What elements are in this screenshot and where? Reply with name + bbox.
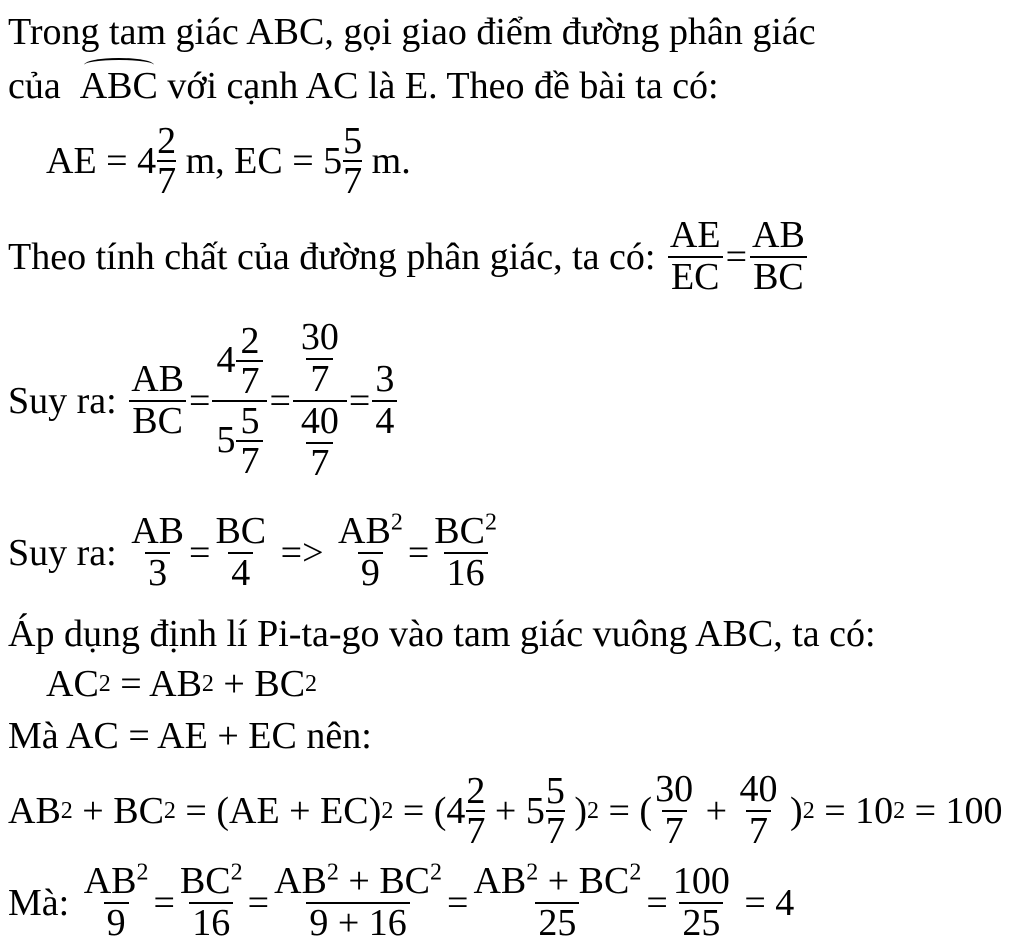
final-f3-ab: AB [274, 860, 327, 902]
calc-frac-3 [652, 770, 696, 852]
calc-d4: 7 [746, 810, 771, 852]
three-den: 3 [145, 552, 170, 594]
ec-unit: m. [362, 140, 411, 182]
final-frac-3 [271, 859, 445, 944]
ae-frac-num: 2 [157, 120, 177, 162]
ec-frac-num: 5 [343, 120, 363, 162]
ratio-ab-bc [749, 216, 808, 298]
final-f1-num [81, 859, 152, 902]
final-f1-exp: 2 [136, 859, 149, 886]
mid-bot-num: 40 [300, 399, 339, 442]
final-f3-bc-exp: 2 [430, 859, 443, 886]
sixteen-den: 16 [444, 552, 488, 594]
ratio-bc: BC [750, 256, 807, 298]
ab2-exp: 2 [390, 509, 403, 536]
calc-frac-4 [737, 770, 781, 852]
bc2-exp: 2 [484, 509, 497, 536]
eq-6: = [153, 881, 175, 924]
calc-frac-1 [465, 769, 486, 852]
ab-over-3 [128, 512, 187, 594]
property-text: Theo tính chất của đường phân giác, ta có: [8, 235, 665, 278]
ab2-base: AB [338, 510, 391, 552]
calc-n1: 2 [466, 769, 486, 812]
bc-over-4 [212, 512, 269, 594]
final-f4-bc-exp: 2 [629, 859, 642, 886]
final-f5-num: 100 [672, 860, 730, 902]
calc-plus-2: + [696, 789, 737, 832]
pythagoras-sentence: Áp dụng định lí Pi-ta-go vào tam giác vuông ABC, ta có: [8, 613, 876, 655]
ratio-ae: AE [669, 214, 721, 256]
eq-2: = [269, 379, 291, 422]
calc-bc: + BC [72, 789, 164, 832]
pythagoras-formula: AC 2 = AB 2 + BC 2 [46, 663, 318, 705]
ratio-num: AB [131, 357, 185, 400]
bisector-property [8, 216, 810, 298]
calc-n3: 30 [655, 768, 694, 810]
sum-line [8, 714, 372, 758]
intro-prefix: của [8, 65, 80, 107]
final-frac-1 [81, 859, 152, 944]
final-f2-num [177, 859, 246, 902]
calc-ab: AB [8, 789, 61, 832]
eq-ab: = AB [110, 663, 202, 705]
implies-arrow: => [271, 531, 334, 574]
ratio-ec: EC [668, 256, 723, 298]
bc2-base: BC [434, 510, 485, 552]
ratio-ab-bc-2 [128, 357, 187, 442]
calc-n4: 40 [739, 768, 778, 810]
ratio-label: Suy ra: [8, 379, 127, 422]
squares-label: Suy ra: [8, 531, 127, 574]
eq-5: = [407, 531, 430, 574]
ae-unit: m, EC = 5 [176, 140, 343, 182]
calc-line: AB 2 + BC 2 = (AE + EC) 2 = (4 $\frac{2}{7}$ + 5 $\frac{5}{7}$ ) 2 = ( $\frac{30}{7}$ + $\frac{40}{7}$ ) 2 = 10 2 = 100 [8, 768, 1003, 852]
eq-7: = [247, 881, 270, 924]
ratio-ae-ec [667, 216, 724, 298]
final-f4-ab: AB [473, 860, 527, 902]
bot-num: 5 [240, 399, 260, 442]
bc2-num [431, 509, 500, 552]
ab-num: AB [131, 510, 185, 552]
intro-text-1: Trong tam giác ABC, gọi giao điểm đường phân giác [8, 11, 816, 53]
ab2-over-9 [335, 509, 406, 594]
eq-8: = [447, 881, 469, 924]
ec-frac-den: 7 [343, 160, 363, 202]
calc-open-4: = (4 [393, 789, 466, 832]
ae-label: AE = 4 [46, 140, 157, 182]
final-frac-4 [470, 859, 644, 944]
mixed-ratio [212, 319, 267, 482]
four-den: 4 [228, 552, 253, 594]
calc-d3: 7 [662, 810, 687, 852]
final-f4-bc: + BC [538, 860, 630, 902]
ratio-ab: AB [752, 214, 805, 256]
calc-frac-2 [545, 769, 565, 852]
ratio-den: BC [129, 400, 186, 442]
final-f3-den: 9 + 16 [306, 902, 409, 944]
final-frac-5 [670, 862, 733, 944]
final-line [8, 859, 795, 944]
bot-den: 7 [236, 440, 263, 480]
final-f4-num [470, 859, 644, 902]
final-f1-den: 9 [104, 902, 129, 944]
angle-abc: ABC [79, 65, 158, 107]
final-f4-den: 25 [535, 902, 579, 944]
improper-ratio [293, 318, 347, 484]
final-frac-2 [177, 859, 246, 944]
top-num: 2 [240, 319, 260, 362]
ec-fraction [342, 122, 362, 200]
calc-d2: 7 [545, 809, 565, 852]
eq-9: = [646, 881, 668, 924]
intro-suffix: với cạnh AC là E. Theo đề bài ta có: [157, 65, 719, 107]
intro-line-1 [8, 10, 816, 54]
bot-whole: 5 [216, 418, 236, 461]
eq-4: = [189, 531, 211, 574]
calc-hundred: = 100 [905, 789, 1003, 832]
ac-base: AC [46, 663, 99, 705]
sum-text: Mà AC = AE + EC nên: [8, 715, 372, 757]
bc-num: BC [215, 510, 267, 552]
ae-frac-den: 7 [157, 160, 177, 202]
ratio-calculation [8, 318, 399, 484]
calc-ten: = 10 [814, 789, 894, 832]
final-f4-ab-exp: 2 [526, 859, 539, 886]
mixed-ratio-top [212, 319, 267, 402]
eq-3: = [348, 379, 371, 422]
calc-close-1: ) [564, 789, 587, 832]
eq-1: = [189, 379, 211, 422]
final-f1-base: AB [83, 860, 137, 902]
mixed-ratio-bottom [212, 400, 267, 480]
final-label: Mà: [8, 881, 79, 924]
final-result: = 4 [734, 881, 795, 924]
calc-n2: 5 [545, 769, 565, 812]
calc-open-2: = ( [599, 789, 653, 832]
result-num: 3 [375, 357, 395, 400]
final-f2-exp: 2 [230, 859, 243, 886]
final-f5-den: 25 [679, 902, 723, 944]
final-f3-ab-exp: 2 [326, 859, 339, 886]
calc-plus-5: + 5 [485, 789, 545, 832]
final-f2-den: 16 [189, 902, 233, 944]
ab2-num [335, 509, 406, 552]
final-f3-num [271, 859, 445, 902]
square-ratio-line [8, 509, 502, 594]
result-ratio [372, 357, 397, 442]
final-f2-base: BC [179, 860, 231, 902]
nine-den: 9 [358, 552, 383, 594]
ae-fraction [156, 122, 176, 200]
improper-top [293, 318, 347, 400]
top-whole: 4 [216, 338, 236, 381]
result-den: 4 [372, 400, 397, 442]
intro-line-2 [8, 64, 719, 108]
calc-d1: 7 [466, 809, 486, 852]
mid-top-den: 7 [306, 358, 333, 400]
given-values [46, 122, 411, 200]
equals-sign: = [725, 235, 748, 278]
calc-ae-ec: = (AE + EC) [175, 789, 382, 832]
pythagoras-text [8, 612, 876, 656]
mid-bot-den: 7 [306, 442, 333, 484]
bc2-over-16 [431, 509, 500, 594]
plus-bc: + BC [213, 663, 306, 705]
final-f3-bc: + BC [338, 860, 431, 902]
calc-close-2: ) [780, 789, 803, 832]
top-den: 7 [236, 360, 263, 400]
mid-top-num: 30 [300, 316, 339, 358]
improper-bottom [293, 400, 347, 484]
